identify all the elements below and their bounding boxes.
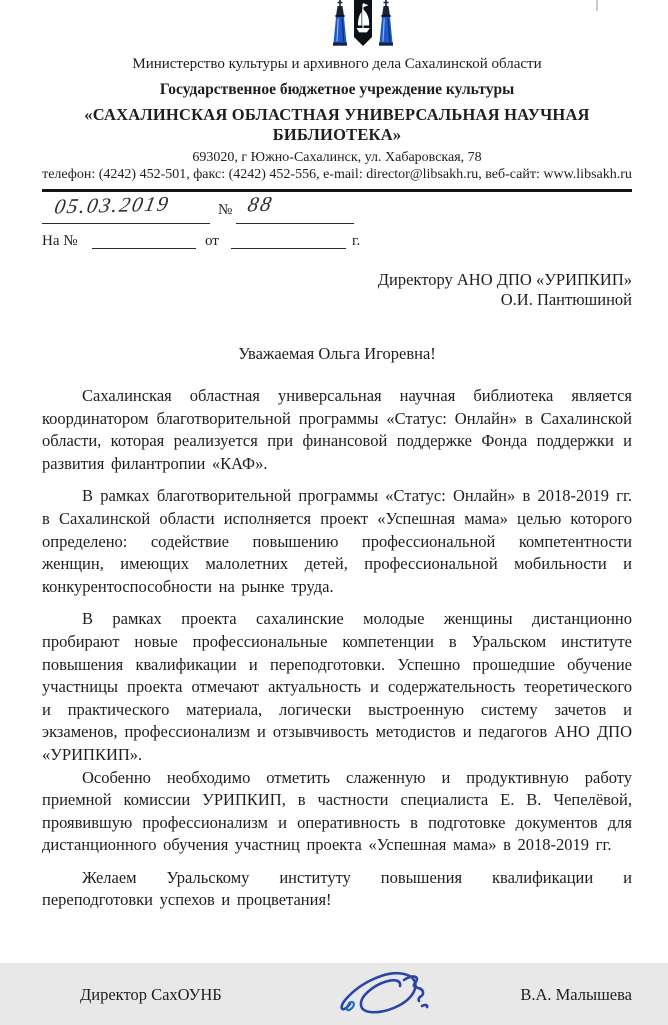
reply-year-label: г.	[352, 233, 361, 249]
paragraph-3: В рамках проекта сахалинские молодые женщины дистанционно пробирают новые профессиональные компетенции в Уральском институте повышения квалификации и переподготовки. Успешно прошедшие обучение участницы проекта отмечают актуальность и содержательность теоретического и практического материала, логически выстроенную систему зачетов и экзаменов, профессионализм и отзывчивость методистов и педагогов АНО ДПО «УРИПКИП».	[42, 609, 632, 764]
recipient-line2: О.И. Пантюшиной	[500, 289, 632, 309]
header-logo	[42, 0, 632, 47]
org-contacts-line: телефон: (4242) 452-501, факс: (4242) 452-556, e-mail: director@libsakh.ru, веб-сайт: www.libsakh.ru	[42, 167, 632, 182]
number-sign: №	[218, 202, 233, 218]
recipient-line1: Директору АНО ДПО «УРИПКИП»	[377, 270, 632, 289]
signature-row	[42, 964, 632, 1025]
scan-artifact	[596, 0, 598, 11]
signature-scribble-icon	[334, 964, 449, 1025]
reply-date-underline	[231, 248, 346, 249]
handwritten-date: 05.03.2019	[52, 191, 173, 219]
paragraph-2: В рамках благотворительной программы «Статус: Онлайн» в 2018-2019 гг. в Сахалинской области исполняется проект «Успешная мама» целью которого определено: содействие повышению профессиональной компетентности женщин, имеющих малолетних детей, профессиональной мобильности и конкурентоспособности на рынке труда.	[42, 486, 632, 596]
paragraph-5: Желаем Уральскому институту повышения квалификации и переподготовки успехов и процветания!	[42, 867, 632, 910]
ministry-line: Министерство культуры и архивного дела Сахалинской области	[132, 56, 542, 72]
letter-body	[42, 385, 632, 912]
left-tower	[333, 0, 347, 46]
org-type-line: Государственное бюджетное учреждение культуры	[159, 81, 515, 98]
paragraph-4: Особенно необходимо отметить слаженную и продуктивную работу приемной комиссии УРИПКИП, в частности специалиста Е. В. Чепелёвой, проявившую профессионализм и оперативность в подготовке документов для дистанционного обучения участниц проекта «Успешная мама» в 2018-2019 гг.	[42, 767, 632, 855]
handwritten-number: 88	[245, 191, 276, 217]
reply-number-label: На №	[42, 233, 78, 249]
number-underline	[236, 223, 354, 224]
date-underline	[42, 223, 210, 224]
signer-name: В.А. Малышева	[520, 984, 632, 1004]
right-tower	[379, 0, 393, 46]
coat-of-arms-icon	[332, 0, 394, 47]
reference-block	[42, 192, 632, 262]
reply-number-underline	[92, 248, 196, 249]
recipient-block	[42, 270, 632, 309]
shield-with-ship	[354, 0, 372, 46]
signer-position: Директор СахОУНБ	[80, 984, 222, 1004]
org-address-line: 693020, г Южно-Сахалинск, ул. Хабаровская, 78	[192, 150, 482, 165]
org-name-line: «САХАЛИНСКАЯ ОБЛАСТНАЯ УНИВЕРСАЛЬНАЯ НАУЧНАЯ БИБЛИОТЕКА»	[84, 105, 590, 144]
reply-from-label: от	[205, 233, 219, 249]
salutation: Уважаемая Ольга Игоревна!	[238, 344, 436, 363]
paragraph-1: Сахалинская областная универсальная научная библиотека является координатором благотворительной программы «Статус: Онлайн» в Сахалинской области, которая реализуется при финансовой поддержке Фонда поддержки и развития филантропии «КАФ».	[42, 386, 632, 473]
